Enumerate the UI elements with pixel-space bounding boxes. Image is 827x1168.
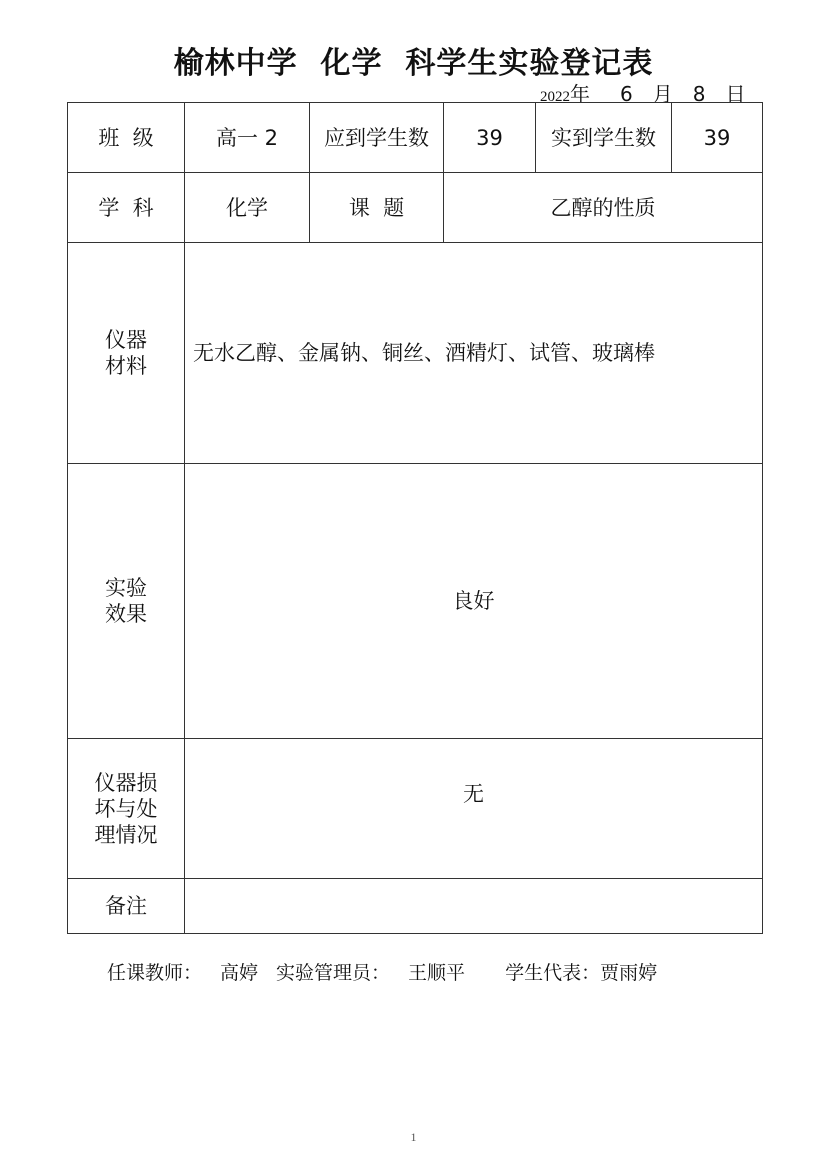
effect-value: 良好 <box>185 464 763 739</box>
effect-label <box>68 464 185 739</box>
subject-label: 学 科 <box>68 173 185 243</box>
table-row <box>68 173 763 243</box>
remarks-value <box>185 879 763 934</box>
date-month-unit: 月 <box>652 82 673 106</box>
damage-label-line: 理情况 <box>94 822 158 847</box>
date-month: 6 <box>620 82 633 106</box>
topic-label: 课 题 <box>310 173 444 243</box>
experiment-register-table <box>67 102 763 934</box>
document-title: 榆林中学 化学 科学生实验登记表 <box>173 46 654 81</box>
student-rep-label: 学生代表： <box>505 962 601 984</box>
student-rep-name: 贾雨婷 <box>600 962 658 984</box>
date-day-unit: 日 <box>725 82 746 106</box>
subject-value: 化学 <box>185 173 310 243</box>
actual-students-label: 实到学生数 <box>536 103 672 173</box>
remarks-label: 备注 <box>68 879 185 934</box>
effect-label-line: 效果 <box>105 602 147 626</box>
materials-label-line: 仪器 <box>105 328 147 352</box>
table-row <box>68 243 763 464</box>
expected-students-value: 39 <box>444 103 536 173</box>
table-row <box>68 464 763 739</box>
actual-students-value: 39 <box>672 103 763 173</box>
date-year: 2022 <box>540 89 570 105</box>
damage-label <box>68 739 185 879</box>
damage-label-line: 仪器损 <box>94 770 158 795</box>
lab-admin-label: 实验管理员： <box>276 962 391 984</box>
lab-admin-name: 王顺平 <box>408 962 466 984</box>
teacher-label: 任课教师： <box>107 962 203 984</box>
materials-label <box>68 243 185 464</box>
damage-value: 无 <box>185 739 763 879</box>
page-number: 1 <box>410 1130 417 1144</box>
table-row <box>68 739 763 879</box>
date-line <box>540 78 746 106</box>
signature-line <box>107 958 657 985</box>
class-value: 高一 2 <box>185 103 310 173</box>
table-row <box>68 879 763 934</box>
date-year-unit: 年 <box>570 82 590 106</box>
topic-value: 乙醇的性质 <box>444 173 763 243</box>
effect-label-line: 实验 <box>105 576 147 600</box>
date-day: 8 <box>692 82 706 106</box>
expected-students-label: 应到学生数 <box>310 103 444 173</box>
materials-value: 无水乙醇、金属钠、铜丝、酒精灯、试管、玻璃棒 <box>185 243 763 464</box>
damage-label-line: 坏与处 <box>94 796 158 821</box>
teacher-name: 高婷 <box>220 962 259 984</box>
materials-label-line: 材料 <box>105 354 147 378</box>
table-row <box>68 103 763 173</box>
class-label: 班 级 <box>68 103 185 173</box>
